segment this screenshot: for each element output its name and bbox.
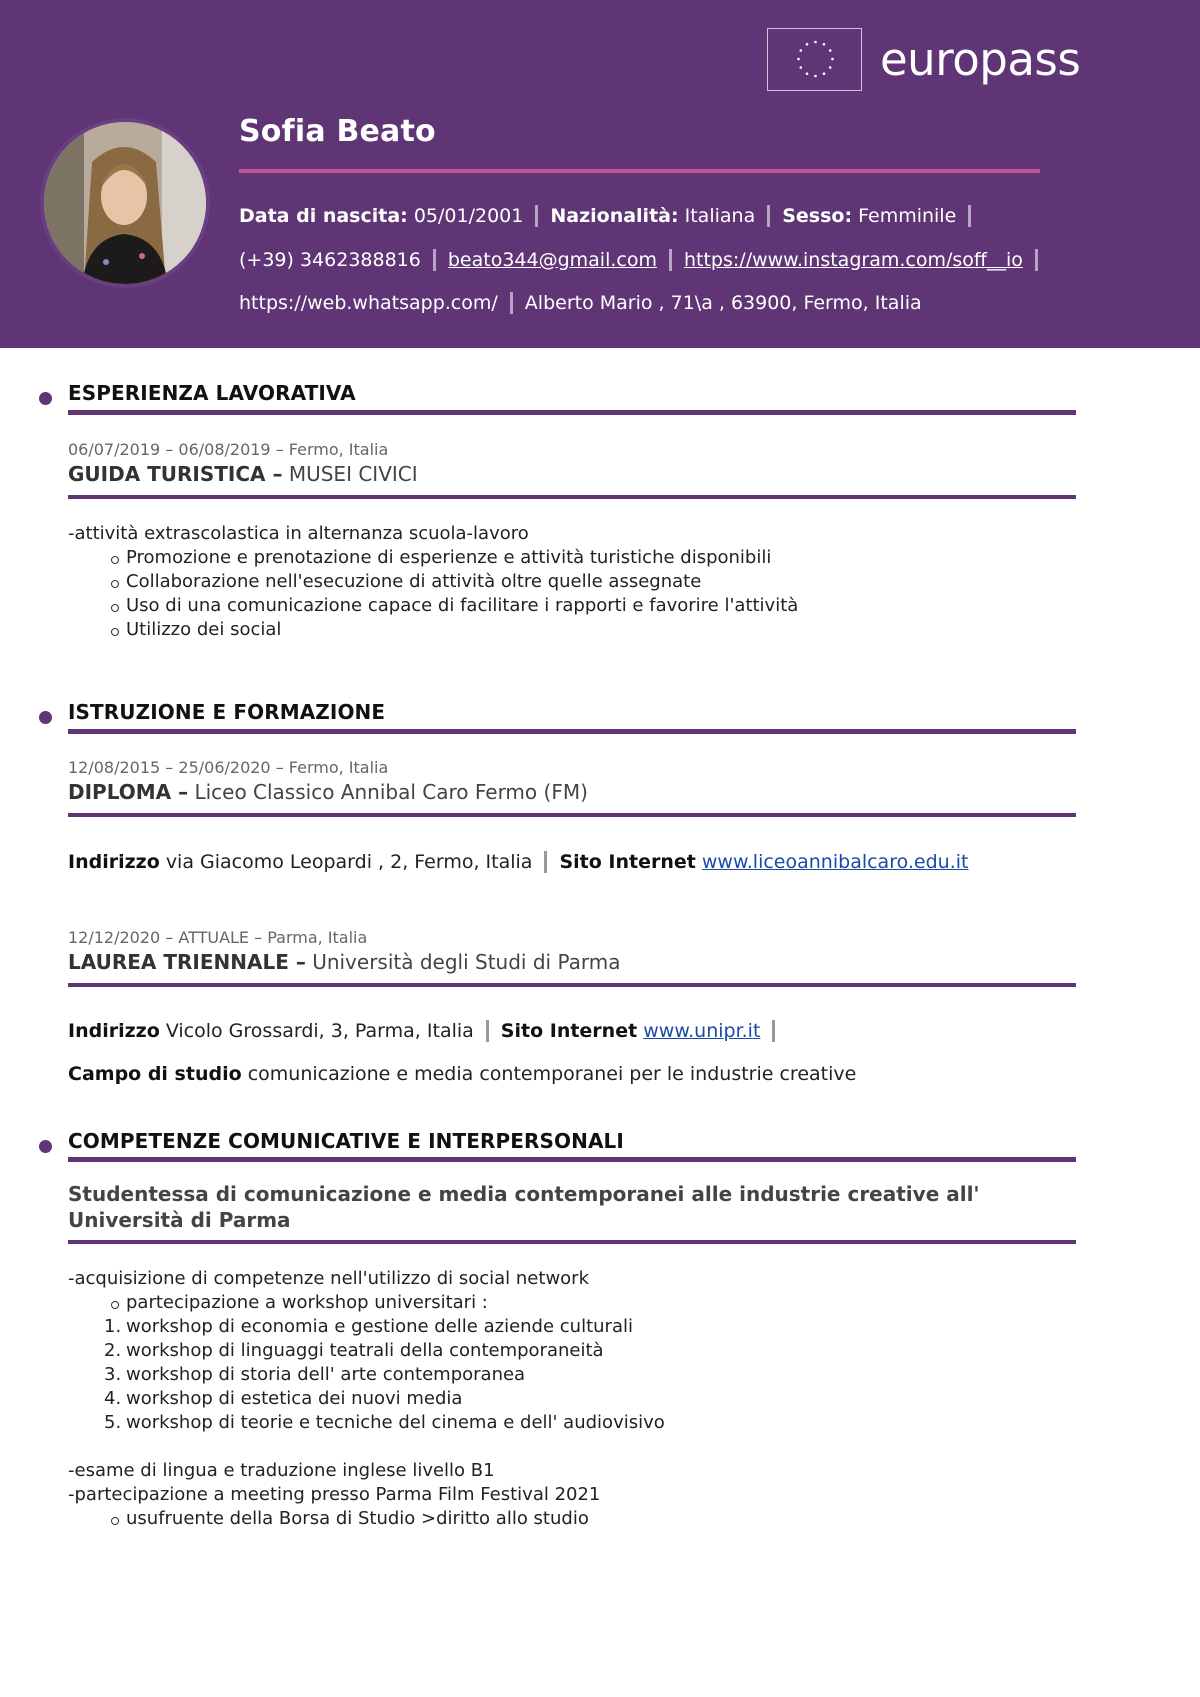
separator bbox=[767, 205, 770, 227]
job-bullets bbox=[126, 546, 798, 642]
europass-logo bbox=[767, 28, 1080, 91]
workshop-list bbox=[104, 1315, 665, 1435]
separator bbox=[1035, 249, 1038, 271]
exam-line: -esame di lingua e traduzione inglese livello B1 bbox=[68, 1460, 495, 1481]
address-value: via Giacomo Leopardi , 2, Fermo, Italia bbox=[165, 851, 533, 873]
list-item: usufruente della Borsa di Studio >diritto allo studio bbox=[126, 1507, 665, 1531]
list-item: 2. workshop di linguaggi teatrali della contemporaneità bbox=[104, 1340, 604, 1361]
entry-rule bbox=[68, 1240, 1076, 1244]
job-org: MUSEI CIVICI bbox=[288, 462, 418, 486]
phone-number: (+39) 3462388816 bbox=[239, 249, 421, 271]
job-title bbox=[68, 462, 418, 486]
entry-rule bbox=[68, 983, 1076, 987]
education-role: LAUREA TRIENNALE – bbox=[68, 950, 306, 974]
job-description bbox=[68, 522, 798, 642]
birth-label: Data di nascita: bbox=[239, 205, 408, 227]
eu-flag-icon bbox=[767, 28, 862, 91]
skills-intro: -acquisizione di competenze nell'utilizzo di social network bbox=[68, 1268, 589, 1289]
list-item: 1. workshop di economia e gestione delle aziende culturali bbox=[104, 1316, 633, 1337]
education-details bbox=[68, 851, 968, 873]
nationality-label: Nazionalità: bbox=[550, 205, 679, 227]
personal-info-line bbox=[239, 205, 983, 227]
address-value: Vicolo Grossardi, 3, Parma, Italia bbox=[165, 1020, 474, 1042]
section-bullet bbox=[39, 711, 52, 724]
skills-heading-line: Studentessa di comunicazione e media contemporanei alle industrie creative all' bbox=[68, 1182, 980, 1206]
education-org: Liceo Classico Annibal Caro Fermo (FM) bbox=[194, 780, 588, 804]
whatsapp-link[interactable]: https://web.whatsapp.com/ bbox=[239, 292, 498, 314]
education-role: DIPLOMA – bbox=[68, 780, 189, 804]
entry-rule bbox=[68, 495, 1076, 499]
section-title-skills: COMPETENZE COMUNICATIVE E INTERPERSONALI bbox=[68, 1129, 624, 1153]
job-intro: -attività extrascolastica in alternanza scuola-lavoro bbox=[68, 523, 529, 544]
instagram-link[interactable]: https://www.instagram.com/soff__io bbox=[683, 249, 1023, 271]
list-item: Uso di una comunicazione capace di facilitare i rapporti e favorire l'attività bbox=[126, 595, 799, 616]
name-underline bbox=[239, 169, 1040, 173]
separator bbox=[772, 1020, 775, 1042]
education-details bbox=[68, 1020, 787, 1042]
list-item: Promozione e prenotazione di esperienze e attività turistiche disponibili bbox=[126, 546, 798, 570]
separator bbox=[535, 205, 538, 227]
list-item: 5. workshop di teorie e tecniche del cinema e dell' audiovisivo bbox=[104, 1412, 665, 1433]
address-info-line bbox=[239, 292, 922, 314]
separator bbox=[433, 249, 436, 271]
education-org: Università degli Studi di Parma bbox=[312, 950, 621, 974]
home-address: Alberto Mario , 71\a , 63900, Fermo, Italia bbox=[524, 292, 922, 314]
separator bbox=[544, 851, 547, 873]
job-meta: 06/07/2019 – 06/08/2019 – Fermo, Italia bbox=[68, 440, 389, 459]
separator bbox=[968, 205, 971, 227]
site-label: Sito Internet bbox=[559, 851, 696, 873]
field-label: Campo di studio bbox=[68, 1063, 242, 1085]
section-rule bbox=[68, 1157, 1076, 1162]
person-name: Sofia Beato bbox=[239, 114, 436, 149]
address-label: Indirizzo bbox=[68, 851, 160, 873]
email-link[interactable]: beato344@gmail.com bbox=[447, 249, 657, 271]
skills-heading-line: Università di Parma bbox=[68, 1208, 291, 1232]
field-value: comunicazione e media contemporanei per le industrie creative bbox=[247, 1063, 857, 1085]
education-meta: 12/08/2015 – 25/06/2020 – Fermo, Italia bbox=[68, 758, 389, 777]
address-label: Indirizzo bbox=[68, 1020, 160, 1042]
skills-description bbox=[68, 1267, 665, 1531]
job-role: GUIDA TURISTICA – bbox=[68, 462, 283, 486]
sex-value: Femminile bbox=[858, 205, 957, 227]
list-text: workshop di teorie e tecniche del cinema e dell' audiovisivo bbox=[126, 1412, 665, 1433]
list-text: workshop di economia e gestione delle aziende culturali bbox=[126, 1316, 633, 1337]
contact-info-line bbox=[239, 249, 1050, 271]
section-title-experience: ESPERIENZA LAVORATIVA bbox=[68, 381, 356, 405]
nationality-value: Italiana bbox=[684, 205, 756, 227]
site-label: Sito Internet bbox=[500, 1020, 638, 1042]
header-banner bbox=[0, 0, 1200, 348]
avatar bbox=[40, 118, 210, 288]
education-title bbox=[68, 950, 620, 974]
skills-bullets bbox=[126, 1291, 665, 1315]
section-rule bbox=[68, 410, 1076, 415]
skills-bullets bbox=[126, 1507, 665, 1531]
school-website-link[interactable]: www.liceoannibalcaro.edu.it bbox=[701, 851, 969, 873]
meeting-line: -partecipazione a meeting presso Parma Film Festival 2021 bbox=[68, 1484, 601, 1505]
entry-rule bbox=[68, 813, 1076, 817]
list-item: Utilizzo dei social bbox=[126, 618, 798, 642]
list-item: partecipazione a workshop universitari : bbox=[126, 1291, 665, 1315]
field-of-study bbox=[68, 1063, 856, 1085]
section-bullet bbox=[39, 392, 52, 405]
education-title bbox=[68, 780, 588, 804]
spacer bbox=[68, 1435, 665, 1459]
education-meta: 12/12/2020 – ATTUALE – Parma, Italia bbox=[68, 928, 368, 947]
list-item: Collaborazione nell'esecuzione di attività oltre quelle assegnate bbox=[126, 570, 798, 594]
list-text: workshop di storia dell' arte contemporanea bbox=[126, 1364, 526, 1385]
separator bbox=[486, 1020, 489, 1042]
birth-value: 05/01/2001 bbox=[413, 205, 524, 227]
section-rule bbox=[68, 729, 1076, 734]
separator bbox=[510, 292, 513, 314]
section-bullet bbox=[39, 1140, 52, 1153]
separator bbox=[669, 249, 672, 271]
list-item: 4. workshop di estetica dei nuovi media bbox=[104, 1388, 463, 1409]
list-text: workshop di linguaggi teatrali della contemporaneità bbox=[126, 1340, 604, 1361]
skills-heading bbox=[68, 1181, 1068, 1233]
sex-label: Sesso: bbox=[782, 205, 853, 227]
list-text: workshop di estetica dei nuovi media bbox=[126, 1388, 463, 1409]
university-website-link[interactable]: www.unipr.it bbox=[643, 1020, 761, 1042]
europass-logo-text: europass bbox=[880, 33, 1081, 86]
list-item: 3. workshop di storia dell' arte contemporanea bbox=[104, 1364, 526, 1385]
section-title-education: ISTRUZIONE E FORMAZIONE bbox=[68, 700, 386, 724]
